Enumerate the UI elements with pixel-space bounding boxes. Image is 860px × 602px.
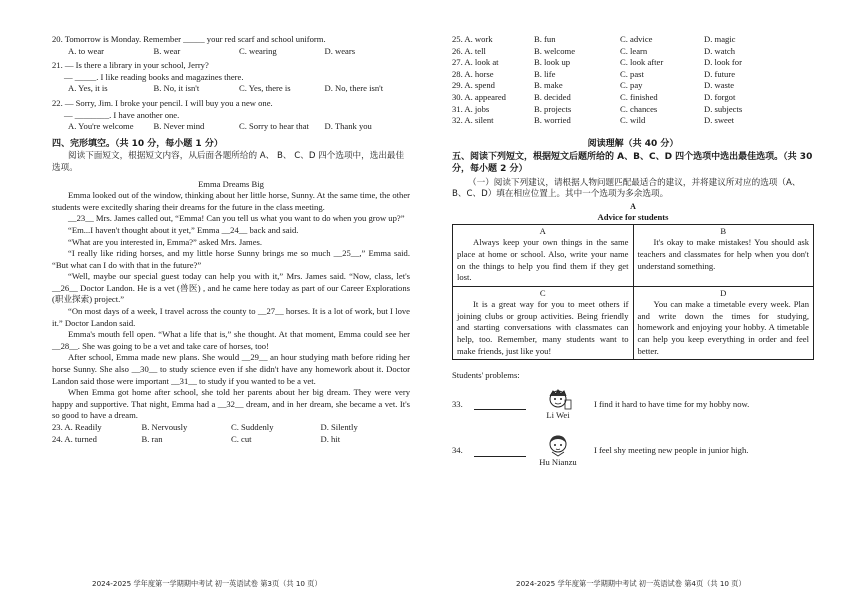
advice-label: D bbox=[720, 287, 727, 298]
option[interactable]: B. make bbox=[534, 80, 563, 91]
question-stem: 22. — Sorry, Jim. I broke your pencil. I will buy you a new one. bbox=[52, 97, 273, 108]
problem-text: I find it hard to have time for my hobby now. bbox=[594, 398, 750, 409]
options-row bbox=[52, 121, 410, 133]
problem-34 bbox=[452, 433, 814, 469]
option[interactable]: 27. A. look at bbox=[452, 57, 499, 68]
advice-cell-a bbox=[453, 224, 634, 286]
advice-text: It's okay to make mistakes! You should ask teachers and classmates for help when you don't understand something. bbox=[637, 237, 809, 271]
option-a[interactable]: A. Yes, it is bbox=[68, 83, 108, 94]
reading-section-title: 阅读理解（共 40 分） bbox=[587, 138, 679, 149]
option[interactable]: C. look after bbox=[620, 57, 664, 68]
question-20 bbox=[52, 34, 410, 57]
paragraph: Emma's mouth fell open. “What a life that is,” she thought. At that moment, Emma could see her __28__. She was going to be a vet and take care of horses, too! bbox=[52, 329, 410, 351]
section-5-title: 五、阅读下列短文，根据短文后题所给的 A、B、C、D 四个选项中选出最佳选项。（共 30 分，每小题 2 分） bbox=[452, 152, 813, 174]
option[interactable]: B. look up bbox=[534, 57, 571, 68]
paragraph: Emma looked out of the window, thinking about her little horse, Sunny. At the same time, the other students were excitedly sharing their dreams for the future in the class meeting. bbox=[52, 190, 410, 212]
option-a[interactable]: 24. A. turned bbox=[52, 433, 97, 444]
girl-cartoon-icon bbox=[543, 433, 573, 457]
option[interactable]: 29. A. spend bbox=[452, 80, 495, 91]
options-row bbox=[52, 83, 410, 95]
option-c[interactable]: C. Yes, there is bbox=[239, 83, 291, 94]
advice-label: A bbox=[539, 225, 546, 236]
option[interactable]: 32. A. silent bbox=[452, 115, 494, 126]
options-row-23 bbox=[52, 422, 410, 434]
option[interactable]: 26. A. tell bbox=[452, 45, 486, 56]
problem-33 bbox=[452, 388, 814, 422]
option-d[interactable]: D. No, there isn't bbox=[324, 83, 384, 94]
problems-label: Students' problems: bbox=[452, 370, 520, 381]
options-row bbox=[52, 46, 410, 58]
option-c[interactable]: C. cut bbox=[231, 433, 252, 444]
advice-cell-c bbox=[453, 286, 634, 360]
section-4-instructions: 阅读下面短文，根据短文内容，从后面各题所给的 A、 B、 C、D 四个选项中，选出最佳选项。 bbox=[52, 151, 405, 173]
left-page bbox=[52, 34, 410, 445]
option[interactable]: 31. A. jobs bbox=[452, 103, 490, 114]
option[interactable]: C. chances bbox=[620, 103, 658, 114]
cloze-options-grid bbox=[452, 34, 814, 127]
option[interactable]: B. projects bbox=[534, 103, 572, 114]
option[interactable]: B. welcome bbox=[534, 45, 576, 56]
option[interactable]: D. watch bbox=[704, 45, 736, 56]
option-b[interactable]: B. Nervously bbox=[141, 422, 188, 432]
advice-text: Always keep your own things in the same place at home or school. Also, write your name on the things to help you find them if they get lost. bbox=[457, 237, 629, 283]
option[interactable]: D. forgot bbox=[704, 91, 736, 102]
option[interactable]: D. subjects bbox=[704, 103, 743, 114]
option-b[interactable]: B. wear bbox=[153, 45, 181, 56]
question-21 bbox=[52, 60, 410, 95]
passage-letter: A bbox=[630, 201, 636, 211]
option-b[interactable]: B. ran bbox=[141, 433, 163, 444]
paragraph: __23__ Mrs. James called out, “Emma! Can you tell us what you want to do when you grow up?” bbox=[68, 213, 405, 224]
right-page bbox=[452, 34, 814, 469]
option-d[interactable]: D. hit bbox=[320, 433, 341, 444]
option[interactable]: 30. A. appeared bbox=[452, 91, 506, 102]
option[interactable]: C. advice bbox=[620, 34, 653, 44]
problem-number: 33. bbox=[452, 398, 463, 409]
option[interactable]: C. pay bbox=[620, 80, 643, 91]
option[interactable]: B. life bbox=[534, 68, 556, 79]
page-footer-left: 2024-2025 学年度第一学期期中考试 初一英语试卷 第3页（共 10 页） bbox=[92, 579, 322, 588]
option[interactable]: B. worried bbox=[534, 115, 571, 126]
advice-cell-b bbox=[633, 224, 814, 286]
advice-label: C bbox=[539, 287, 546, 298]
advice-label: B bbox=[720, 225, 727, 236]
paragraph: After school, Emma made new plans. She would __29__ an hour studying math before riding her horse Sunny. She also __30__ to study science even if she didn't have any homework about it. Doctor Landon said those were important __31__ to study if you wanted to be a vet. bbox=[52, 352, 410, 386]
passage-body bbox=[52, 190, 410, 422]
options-row-24 bbox=[52, 434, 410, 446]
option-a[interactable]: A. You're welcome bbox=[68, 121, 134, 132]
option-c[interactable]: C. wearing bbox=[239, 45, 277, 56]
page-footer-right: 2024-2025 学年度第一学期期中考试 初一英语试卷 第4页（共 10 页） bbox=[516, 579, 746, 588]
advice-cell-d bbox=[633, 286, 814, 360]
question-reply: — _____. I like reading books and magazines there. bbox=[64, 71, 244, 82]
paragraph: “Em...I haven't thought about it yet,” Emma __24__ back and said. bbox=[68, 224, 299, 235]
problem-text: I feel shy meeting new people in junior high. bbox=[594, 445, 749, 456]
answer-blank[interactable] bbox=[474, 399, 526, 410]
student-name: Hu Nianzu bbox=[539, 457, 577, 468]
option[interactable]: D. waste bbox=[704, 80, 735, 91]
paragraph: “On most days of a week, I travel across the county to __27__ horses. It is a lot of work, but I love it.” Doctor Landon said. bbox=[52, 306, 410, 328]
advice-table bbox=[452, 224, 814, 361]
option[interactable]: C. past bbox=[620, 68, 644, 79]
advice-text: It is a great way for you to meet others if joining clubs or group activities. Being friendly and starting conversations with classmates can help, too. Remember, many students want to make friends, just like you! bbox=[457, 299, 629, 356]
option[interactable]: C. finished bbox=[620, 91, 658, 102]
option[interactable]: 28. A. horse bbox=[452, 68, 494, 79]
student-avatar bbox=[536, 388, 580, 422]
part-1-instructions: （一）阅读下列建议，请根据人物问题匹配最适合的建议，并将建议所对应的选项（A、B、C、D）填在相应位置上。其中一个选项为多余选项。 bbox=[452, 177, 801, 200]
table-title: Advice for students bbox=[597, 211, 669, 222]
paragraph: “Well, maybe our special guest today can help you with it,” Mrs. James said. “Now, class, let's __26__ Doctor Landon. He is a vet (兽医) , and he came here today as part of our Career Explorations (职业探索) project.” bbox=[52, 271, 410, 305]
option[interactable]: D. future bbox=[704, 68, 736, 79]
passage-title: Emma Dreams Big bbox=[198, 178, 264, 189]
option-a[interactable]: A. to wear bbox=[68, 45, 105, 56]
paragraph: “What are you interested in, Emma?” asked Mrs. James. bbox=[68, 236, 263, 247]
section-4-title: 四、完形填空。（共 10 分，每小题 1 分） bbox=[52, 138, 223, 149]
option[interactable]: D. magic bbox=[704, 34, 736, 44]
paragraph: “I really like riding horses, and my little horse Sunny brings me so much __25__,” Emma said. “But what can I do with that in the future?” bbox=[52, 248, 410, 270]
option-d[interactable]: D. wears bbox=[324, 45, 356, 56]
option-a[interactable]: 23. A. Readily bbox=[52, 422, 102, 432]
advice-text: You can make a timetable every week. Plan and write down the times for studying, homework and enjoying your hobby. A timetable can help you keep everything in order and feel better. bbox=[637, 299, 809, 356]
option-c[interactable]: C. Sorry to hear that bbox=[239, 121, 309, 132]
question-reply: — ________. I have another one. bbox=[64, 109, 180, 120]
option[interactable]: 25. A. work bbox=[452, 34, 493, 44]
option[interactable]: C. learn bbox=[620, 45, 648, 56]
option[interactable]: B. decided bbox=[534, 91, 571, 102]
option-d[interactable]: D. Silently bbox=[320, 422, 358, 432]
option[interactable]: B. fun bbox=[534, 34, 556, 44]
question-22 bbox=[52, 98, 410, 133]
question-stem: 21. — Is there a library in your school, Jerry? bbox=[52, 60, 209, 71]
answer-blank[interactable] bbox=[474, 446, 526, 457]
option[interactable]: D. look for bbox=[704, 57, 742, 68]
paragraph: When Emma got home after school, she told her parents about her big dream. They were very happy and supportive. That night, Emma had a __32__ dream, and in her dream, she became a vet. It's so good to have a dream. bbox=[52, 387, 410, 421]
option-d[interactable]: D. Thank you bbox=[324, 121, 372, 132]
student-name: Li Wei bbox=[546, 409, 570, 420]
question-stem: 20. Tomorrow is Monday. Remember _____ your red scarf and school uniform. bbox=[52, 34, 326, 44]
problem-number: 34. bbox=[452, 445, 463, 456]
option-b[interactable]: B. Never mind bbox=[153, 121, 205, 132]
student-avatar bbox=[536, 433, 580, 469]
option-c[interactable]: C. Suddenly bbox=[231, 422, 274, 432]
option-b[interactable]: B. No, it isn't bbox=[153, 83, 200, 94]
option[interactable]: C. wild bbox=[620, 115, 646, 126]
option[interactable]: D. sweet bbox=[704, 115, 735, 126]
boy-cartoon-icon bbox=[543, 388, 573, 410]
